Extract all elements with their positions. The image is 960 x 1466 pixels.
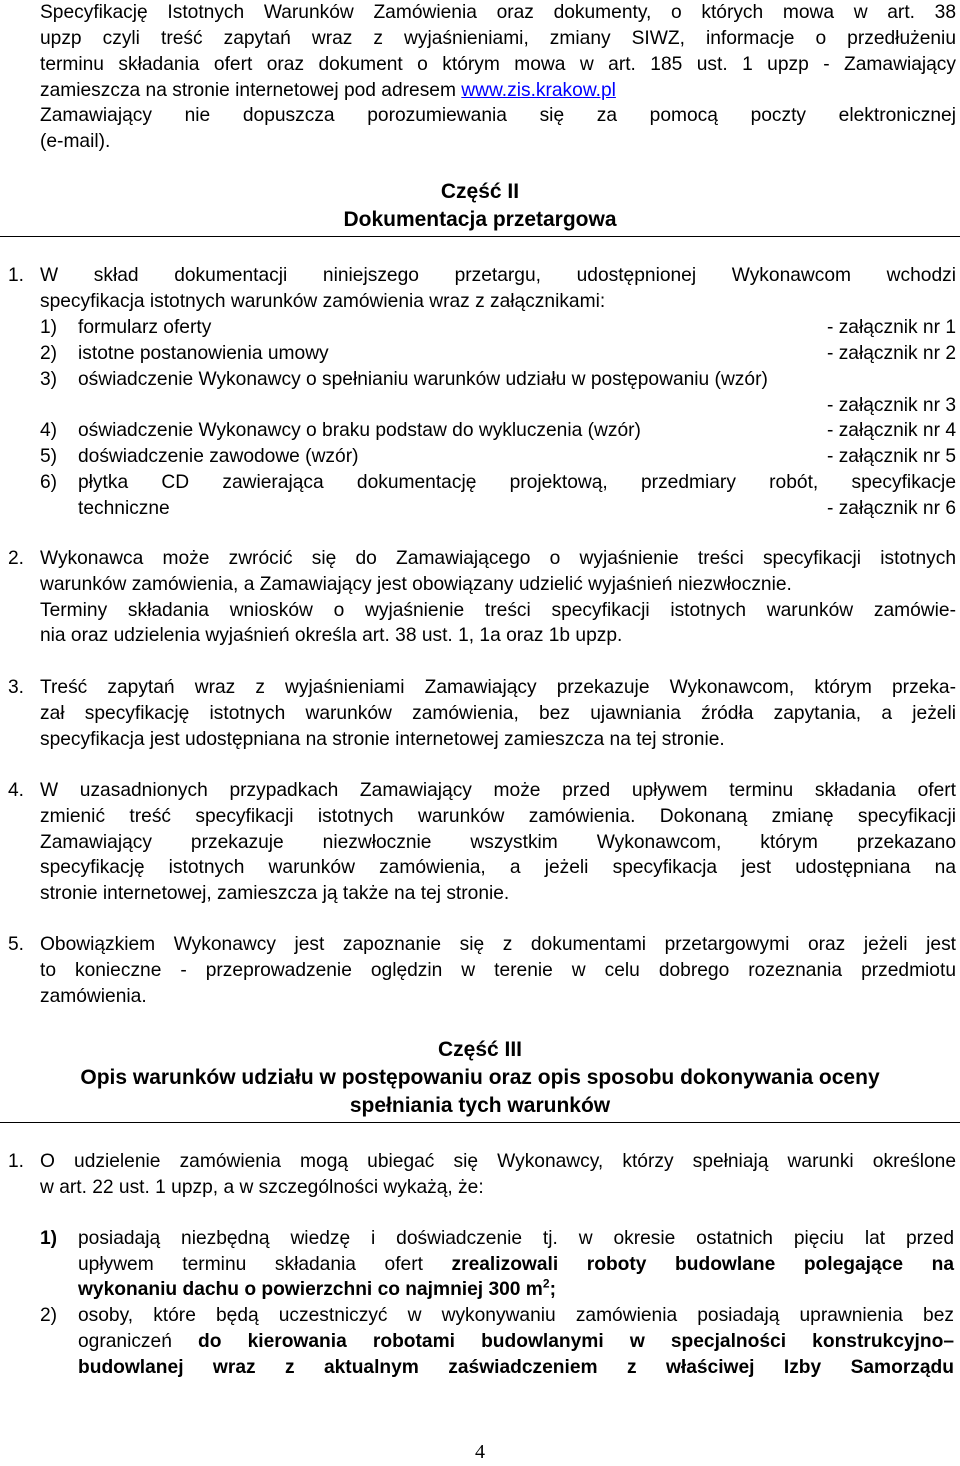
attachment-label: - załącznik nr 1 bbox=[826, 317, 956, 338]
part3-p1-line-2: w art. 22 ust. 1 upzp, a w szczególności wykażą, że: bbox=[40, 1177, 484, 1198]
part2-p4-line: zmienić treść specyfikacji istotnych warunków zamówienia. Dokonaną zmianę specyfikacji bbox=[40, 806, 956, 827]
attachment-item bbox=[40, 470, 956, 496]
attachment-text: doświadczenie zawodowe (wzór) bbox=[78, 446, 359, 467]
part3-subtitle-line-1: Opis warunków udziału w postępowaniu oraz opis sposobu dokonywania oceny bbox=[80, 1066, 880, 1089]
part3-item-2-line-2-bold: do kierowania robotami budowlanymi w specjalności konstrukcyjno– bbox=[198, 1331, 954, 1352]
attachment-label: - załącznik nr 4 bbox=[826, 420, 956, 441]
part3-item-2-line-1: osoby, które będą uczestniczyć w wykonywaniu zamówienia posiadają uprawnienia bez bbox=[78, 1305, 954, 1326]
part2-p1-line-2: specyfikacja istotnych warunków zamówienia wraz z załącznikami: bbox=[40, 291, 606, 312]
part2-p4-number: 4. bbox=[8, 780, 25, 801]
attachments-list bbox=[40, 315, 956, 525]
intro-line-4-text: zamieszcza na stronie internetowej pod adresem bbox=[40, 80, 462, 101]
attachment-item bbox=[40, 444, 956, 470]
part3-item-1-line-3 bbox=[78, 1277, 954, 1303]
attachment-number: 2) bbox=[40, 343, 58, 364]
intro-line-5: Zamawiający nie dopuszcza porozumiewania się za pomocą poczty elektronicznej bbox=[40, 105, 956, 126]
part2-p5-line: Obowiązkiem Wykonawcy jest zapoznanie się z dokumentami przetargowymi oraz jeżeli jest bbox=[40, 934, 956, 955]
attachment-label: - załącznik nr 5 bbox=[826, 446, 956, 467]
attachment-number: 1) bbox=[40, 317, 58, 338]
attachment-text: formularz oferty bbox=[78, 317, 212, 338]
part2-divider bbox=[0, 236, 960, 237]
part2-p3-line: zał specyfikację istotnych warunków zamówienia, bez ujawniania źródła zapytania, a jeżeli bbox=[40, 703, 956, 724]
intro-line-1: Specyfikację Istotnych Warunków Zamówienia oraz dokumenty, o których mowa w art. 38 bbox=[40, 2, 956, 23]
attachment-text: płytka CD zawierająca dokumentację projektową, przedmiary robót, specyfikacje bbox=[78, 472, 956, 493]
part3-item-2-number: 2) bbox=[40, 1305, 58, 1326]
part3-subtitle-line-2: spełniania tych warunków bbox=[349, 1094, 611, 1117]
part3-divider bbox=[0, 1122, 960, 1123]
part2-p2-line: Wykonawca może zwrócić się do Zamawiającego o wyjaśnienie treści specyfikacji istotnych bbox=[40, 548, 956, 569]
part2-p4-line: specyfikację istotnych warunków zamówienia, a jeżeli specyfikacja jest udostępniana na bbox=[40, 857, 956, 878]
part3-item-1-line-1: posiadają niezbędną wiedzę i doświadczenie tj. w okresie ostatnich pięciu lat przed bbox=[78, 1228, 954, 1249]
part3-item-1-line-3-end: ; bbox=[549, 1279, 556, 1300]
attachment-label: - załącznik nr 3 bbox=[826, 395, 956, 416]
intro-line-2: upzp czyli treść zapytań wraz z wyjaśnieniami, zmiany SIWZ, informacje o przedłużeniu bbox=[40, 28, 956, 49]
attachment-number: 6) bbox=[40, 472, 58, 493]
attachment-item bbox=[40, 367, 956, 393]
attachment-text: oświadczenie Wykonawcy o spełnianiu warunków udziału w postępowaniu (wzór) bbox=[78, 369, 768, 390]
attachment-number: 4) bbox=[40, 420, 58, 441]
attachment-item-continued bbox=[40, 496, 956, 522]
attachment-item bbox=[40, 418, 956, 444]
attachment-label: - załącznik nr 6 bbox=[826, 498, 956, 519]
part3-item-1-line-3-bold: wykonaniu dachu o powierzchni co najmniej 300 m bbox=[78, 1279, 543, 1300]
part2-p4-line: Zamawiający przekazuje niezwłocznie wszystkim Wykonawcom, którym przekazano bbox=[40, 832, 956, 853]
attachment-item bbox=[40, 341, 956, 367]
part3-item-2-line-2-text: ograniczeń bbox=[78, 1331, 198, 1352]
attachment-text: oświadczenie Wykonawcy o braku podstaw do wykluczenia (wzór) bbox=[78, 420, 641, 441]
attachment-text-continued: techniczne bbox=[78, 498, 170, 519]
page-number: 4 bbox=[475, 1441, 485, 1463]
part3-item-1-line-2-text: upływem terminu składania ofert bbox=[78, 1254, 452, 1275]
part3-p1-line-1: O udzielenie zamówienia mogą ubiegać się Wykonawcy, którzy spełniają warunki określone bbox=[40, 1151, 956, 1172]
part2-subtitle: Dokumentacja przetargowa bbox=[343, 208, 617, 231]
part2-p5-line: to konieczne - przeprowadzenie oględzin w terenie w celu dobrego rozeznania przedmiotu bbox=[40, 960, 956, 981]
intro-line-6: (e-mail). bbox=[40, 131, 111, 152]
attachment-label: - załącznik nr 2 bbox=[826, 343, 956, 364]
part2-p1-number: 1. bbox=[8, 265, 25, 286]
part3-item-1-number: 1) bbox=[40, 1228, 58, 1249]
part2-title: Część II bbox=[440, 180, 520, 203]
intro-line-4 bbox=[40, 78, 956, 104]
part3-title: Część III bbox=[437, 1038, 523, 1061]
part2-p3-line: Treść zapytań wraz z wyjaśnieniami Zamawiający przekazuje Wykonawcom, którym przeka- bbox=[40, 677, 956, 698]
part2-p2-line: nia oraz udzielenia wyjaśnień określa art. 38 ust. 1, 1a oraz 1b upzp. bbox=[40, 625, 623, 646]
part2-p2-line: warunków zamówienia, a Zamawiający jest obowiązany udzielić wyjaśnień niezwłocznie. bbox=[40, 574, 792, 595]
part2-p4-line: W uzasadnionych przypadkach Zamawiający może przed upływem terminu składania ofert bbox=[40, 780, 956, 801]
part3-item-1-line-2-bold: zrealizowali roboty budowlane polegające na bbox=[451, 1254, 954, 1275]
part2-p5-line: zamówienia. bbox=[40, 986, 147, 1007]
attachment-item bbox=[40, 315, 956, 341]
part2-p2-number: 2. bbox=[8, 548, 25, 569]
square-superscript: 2 bbox=[542, 1276, 550, 1291]
part2-p1-line-1: W skład dokumentacji niniejszego przetargu, udostępnionej Wykonawcom wchodzi bbox=[40, 265, 956, 286]
attachment-number: 3) bbox=[40, 369, 58, 390]
part2-p2-line: Terminy składania wniosków o wyjaśnienie treści specyfikacji istotnych warunków zamówie- bbox=[40, 600, 956, 621]
website-link[interactable]: www.zis.krakow.pl bbox=[461, 80, 616, 101]
part3-p1-number: 1. bbox=[8, 1151, 25, 1172]
part2-p4-line: stronie internetowej, zamieszcza ją także na tej stronie. bbox=[40, 883, 510, 904]
attachment-item-continued bbox=[40, 393, 956, 419]
part2-p3-line: specyfikacja jest udostępniana na stronie internetowej zamieszcza na tej stronie. bbox=[40, 729, 725, 750]
part3-item-1-line-2 bbox=[78, 1252, 954, 1278]
attachment-number: 5) bbox=[40, 446, 58, 467]
part3-item-2-line-3: budowlanej wraz z aktualnym zaświadczeniem z właściwej Izby Samorządu bbox=[78, 1357, 954, 1378]
part2-p3-number: 3. bbox=[8, 677, 25, 698]
part3-item-2-line-2 bbox=[78, 1329, 954, 1355]
intro-line-3: terminu składania ofert oraz dokument o którym mowa w art. 185 ust. 1 upzp - Zamawiający bbox=[40, 54, 956, 75]
part2-p5-number: 5. bbox=[8, 934, 25, 955]
attachment-text: istotne postanowienia umowy bbox=[78, 343, 329, 364]
